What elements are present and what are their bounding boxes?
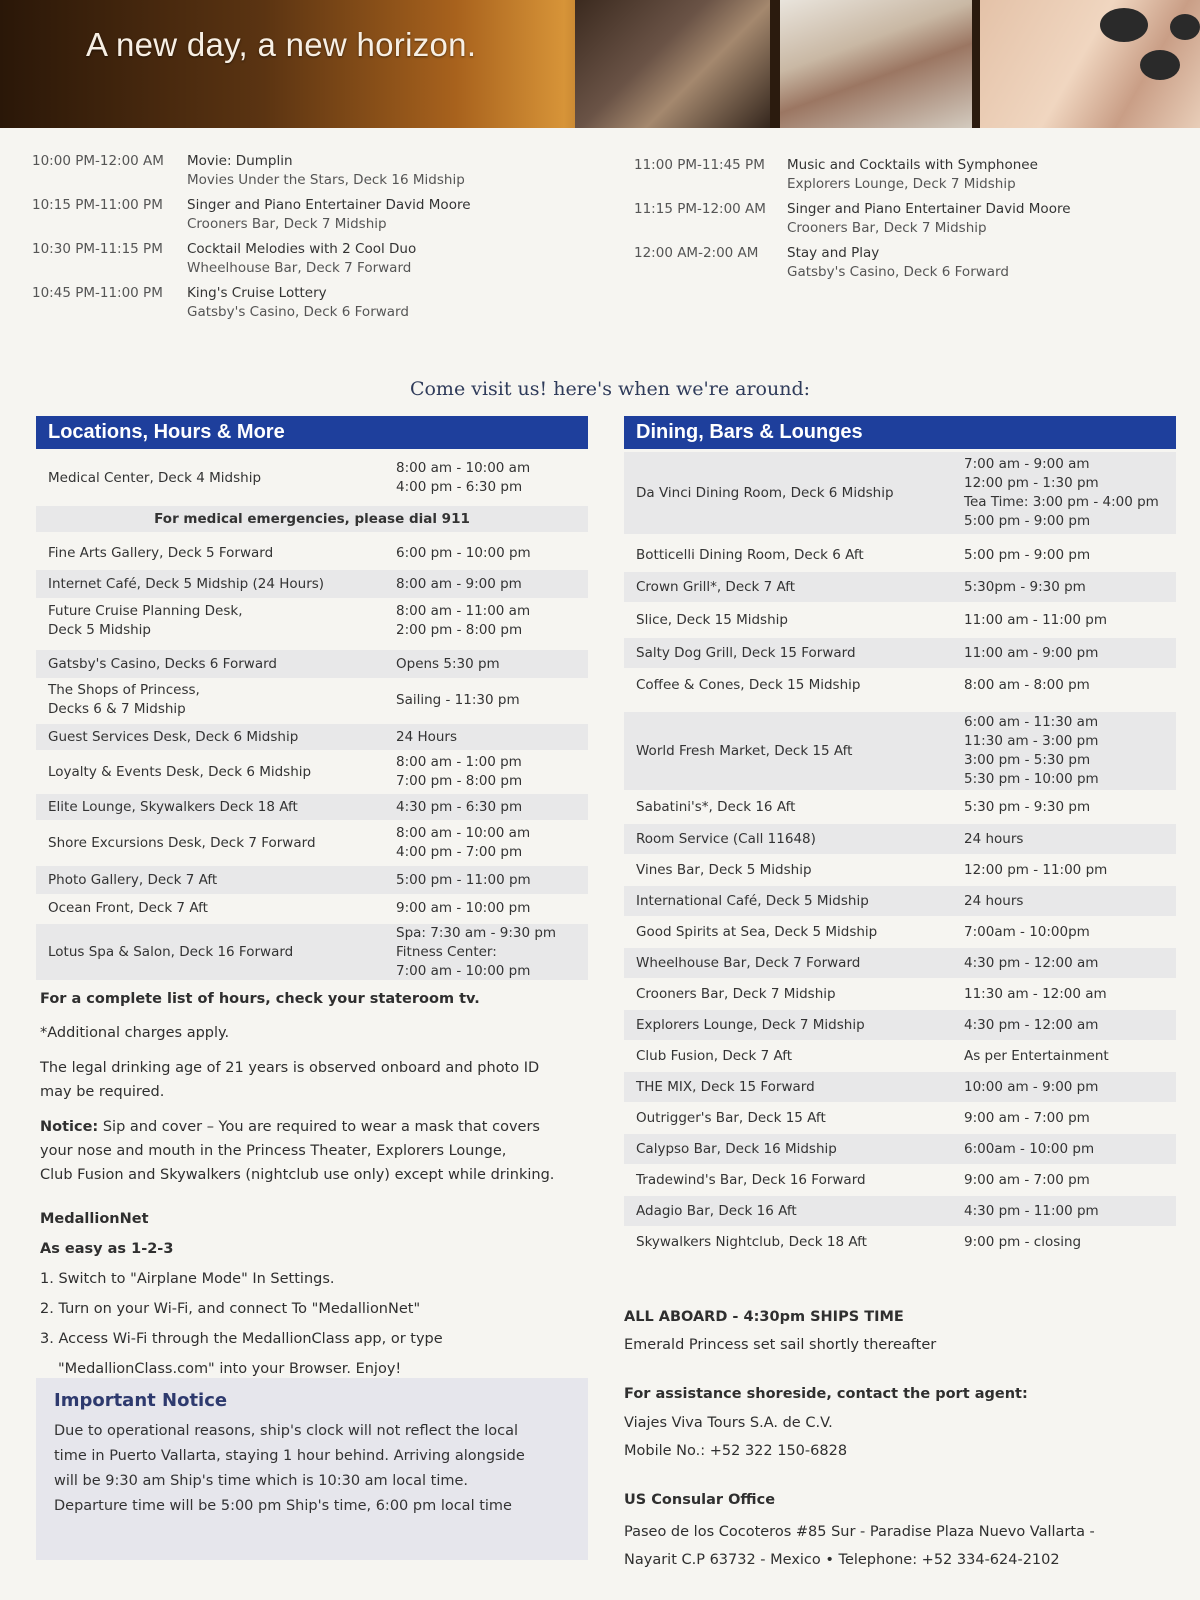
table-row — [624, 638, 1176, 668]
port-agent-mobile: Mobile No.: +52 322 150-6828 — [624, 1443, 848, 1459]
event-name: Cocktail Melodies with 2 Cool Duo — [187, 241, 417, 257]
venue-name — [636, 644, 856, 663]
venue-name — [636, 798, 795, 817]
event-time: 10:00 PM-12:00 AM — [32, 153, 164, 169]
venue-name — [48, 655, 277, 674]
important-notice-line: Due to operational reasons, ship's clock will not reflect the local — [54, 1423, 518, 1439]
dining-header: Dining, Bars & Lounges — [624, 416, 1176, 449]
event-name: Singer and Piano Entertainer David Moore — [787, 201, 1071, 217]
venue-hours-line: 11:30 am - 3:00 pm — [964, 733, 1099, 749]
table-row — [36, 794, 588, 820]
venue-name-line: World Fresh Market, Deck 15 Aft — [636, 742, 853, 759]
venue-hours-line: 7:00 am - 9:00 am — [964, 456, 1090, 472]
drinking-age-note-line-2: may be required. — [40, 1084, 165, 1100]
venue-hours — [396, 691, 520, 710]
venue-hours-line: 24 Hours — [396, 728, 458, 745]
venue-hours-line: 5:00 pm - 11:00 pm — [396, 871, 531, 888]
medallionnet-title: MedallionNet — [40, 1211, 149, 1227]
venue-name-line: Crown Grill*, Deck 7 Aft — [636, 578, 796, 595]
table-row — [624, 948, 1176, 978]
important-notice-title: Important Notice — [54, 1390, 228, 1411]
venue-hours — [964, 546, 1090, 565]
venue-name-line: THE MIX, Deck 15 Forward — [636, 1078, 815, 1095]
venue-name-line: The Shops of Princess, — [48, 682, 200, 698]
venue-name-line: Outrigger's Bar, Deck 15 Aft — [636, 1109, 826, 1126]
medallionnet-step-1: 1. Switch to "Airplane Mode" In Settings. — [40, 1271, 335, 1287]
venue-hours — [396, 899, 530, 918]
venue-hours-line: 8:00 am - 1:00 pm — [396, 754, 522, 770]
venue-hours-line: 10:00 am - 9:00 pm — [964, 1078, 1099, 1095]
venue-name-line: Fine Arts Gallery, Deck 5 Forward — [48, 544, 274, 561]
venue-hours — [964, 455, 1159, 531]
venue-name-line: International Café, Deck 5 Midship — [636, 892, 869, 909]
medallionnet-step-3-cont: "MedallionClass.com" into your Browser. Enjoy! — [58, 1361, 402, 1377]
header-banner — [0, 0, 1200, 128]
table-row — [624, 824, 1176, 854]
venue-name-line: Coffee & Cones, Deck 15 Midship — [636, 676, 861, 693]
venue-name — [48, 763, 311, 782]
venue-hours-line: Fitness Center: — [396, 944, 497, 960]
venue-hours-line: 11:00 am - 11:00 pm — [964, 611, 1107, 628]
notice-text: Sip and cover – You are required to wear a mask that covers — [98, 1119, 540, 1135]
venue-name-line: Elite Lounge, Skywalkers Deck 18 Aft — [48, 798, 298, 815]
event-location: Movies Under the Stars, Deck 16 Midship — [187, 172, 465, 188]
venue-name — [636, 923, 877, 942]
venue-name-line: Crooners Bar, Deck 7 Midship — [636, 985, 836, 1002]
venue-name-line: Room Service (Call 11648) — [636, 830, 816, 847]
venue-name — [48, 575, 324, 594]
event-name: King's Cruise Lottery — [187, 285, 327, 301]
important-notice-line: time in Puerto Vallarta, staying 1 hour behind. Arriving alongside — [54, 1448, 525, 1464]
venue-hours — [964, 798, 1090, 817]
venue-hours — [964, 1140, 1094, 1159]
event-location: Gatsby's Casino, Deck 6 Forward — [187, 304, 409, 320]
venue-hours — [964, 676, 1090, 695]
event-time: 11:00 PM-11:45 PM — [634, 157, 765, 173]
venue-hours-line: 4:30 pm - 12:00 am — [964, 1016, 1099, 1033]
table-row — [624, 604, 1176, 636]
venue-name — [636, 1171, 866, 1190]
all-aboard-title: ALL ABOARD - 4:30pm SHIPS TIME — [624, 1309, 904, 1325]
table-row — [36, 570, 588, 598]
port-agent-name: Viajes Viva Tours S.A. de C.V. — [624, 1415, 833, 1431]
table-row — [624, 792, 1176, 822]
venue-hours — [964, 830, 1023, 849]
venue-hours-line: Spa: 7:30 am - 9:30 pm — [396, 925, 557, 941]
venue-name-line: Club Fusion, Deck 7 Aft — [636, 1047, 793, 1064]
venue-hours-line: 8:00 am - 10:00 am — [396, 825, 531, 841]
venue-name — [636, 484, 894, 503]
venue-hours-line: 5:00 pm - 9:00 pm — [964, 513, 1091, 529]
venue-hours-line: 11:00 am - 9:00 pm — [964, 644, 1099, 661]
additional-charges-note: *Additional charges apply. — [40, 1025, 230, 1041]
tagline: Come visit us! here's when we're around: — [409, 378, 811, 400]
venue-name — [48, 544, 273, 563]
page-title: A new day, a new horizon. — [86, 26, 477, 63]
table-row — [624, 1041, 1176, 1071]
venue-name — [636, 1078, 815, 1097]
venue-hours — [964, 985, 1107, 1004]
drinking-age-note-line-1: The legal drinking age of 21 years is observed onboard and photo ID — [40, 1060, 540, 1076]
table-row — [624, 540, 1176, 570]
venue-name-line: Decks 6 & 7 Midship — [48, 701, 186, 717]
venue-hours-line: 4:30 pm - 11:00 pm — [964, 1202, 1099, 1219]
venue-name-line: Guest Services Desk, Deck 6 Midship — [48, 728, 299, 745]
venue-name-line: Loyalty & Events Desk, Deck 6 Midship — [48, 763, 312, 780]
important-notice-line: will be 9:30 am Ship's time which is 10:30 am local time. — [54, 1473, 469, 1489]
venue-hours-line: 12:00 pm - 11:00 pm — [964, 861, 1108, 878]
table-row — [624, 670, 1176, 700]
venue-name — [636, 742, 852, 761]
table-row — [36, 822, 588, 864]
venue-hours-line: 3:00 pm - 5:30 pm — [964, 752, 1091, 768]
venue-hours — [964, 1016, 1098, 1035]
venue-name-line: Deck 5 Midship — [48, 622, 151, 638]
venue-hours-line: 6:00 am - 11:30 am — [964, 714, 1099, 730]
table-row — [624, 572, 1176, 602]
venue-name — [636, 830, 816, 849]
table-row — [36, 680, 588, 720]
table-row — [36, 455, 588, 501]
venue-name — [48, 899, 208, 918]
venue-name-line: Explorers Lounge, Deck 7 Midship — [636, 1016, 865, 1033]
venue-hours-line: 4:00 pm - 6:30 pm — [396, 479, 523, 495]
venue-hours-line: 7:00am - 10:00pm — [964, 923, 1090, 940]
medallionnet-step-3: 3. Access Wi-Fi through the MedallionClass app, or type — [40, 1331, 443, 1347]
venue-name — [636, 676, 860, 695]
venue-name-line: Calypso Bar, Deck 16 Midship — [636, 1140, 837, 1157]
table-row — [624, 979, 1176, 1009]
venue-hours — [964, 861, 1107, 880]
venue-hours — [964, 1233, 1081, 1252]
event-time: 10:30 PM-11:15 PM — [32, 241, 163, 257]
venue-hours-line: 8:00 am - 11:00 am — [396, 603, 531, 619]
venue-hours — [964, 1171, 1090, 1190]
venue-name — [636, 1047, 792, 1066]
event-name: Stay and Play — [787, 245, 880, 261]
venue-hours-line: 8:00 am - 9:00 pm — [396, 575, 522, 592]
table-row — [624, 1072, 1176, 1102]
venue-hours-line: 9:00 am - 7:00 pm — [964, 1109, 1090, 1126]
consular-title: US Consular Office — [624, 1492, 776, 1508]
venue-hours-line: 8:00 am - 10:00 am — [396, 460, 531, 476]
venue-hours — [396, 728, 457, 747]
medallionnet-step-2: 2. Turn on your Wi-Fi, and connect To "MedallionNet" — [40, 1301, 421, 1317]
event-location: Crooners Bar, Deck 7 Midship — [787, 220, 987, 236]
table-row — [36, 538, 588, 568]
venue-name-line: Wheelhouse Bar, Deck 7 Forward — [636, 954, 861, 971]
venue-name-line: Photo Gallery, Deck 7 Aft — [48, 871, 218, 888]
venue-name-line: Good Spirits at Sea, Deck 5 Midship — [636, 923, 878, 940]
venue-hours — [964, 1078, 1098, 1097]
venue-hours-line: 6:00 pm - 10:00 pm — [396, 544, 531, 561]
venue-hours-line: 5:30 pm - 10:00 pm — [964, 771, 1099, 787]
venue-name — [636, 954, 860, 973]
venue-name — [636, 1140, 837, 1159]
consular-contact: Nayarit C.P 63732 - Mexico • Telephone: +52 334-624-2102 — [624, 1552, 1060, 1568]
venue-hours-line: 5:30pm - 9:30 pm — [964, 578, 1086, 595]
table-row — [36, 752, 588, 792]
venue-name-line: Tradewind's Bar, Deck 16 Forward — [636, 1171, 866, 1188]
event-location: Crooners Bar, Deck 7 Midship — [187, 216, 387, 232]
venue-hours — [964, 954, 1098, 973]
venue-hours-line: 8:00 am - 8:00 pm — [964, 676, 1090, 693]
table-row — [624, 1165, 1176, 1195]
locations-header: Locations, Hours & More — [36, 416, 588, 449]
consular-address: Paseo de los Cocoteros #85 Sur - Paradise Plaza Nuevo Vallarta - — [624, 1524, 1095, 1540]
venue-name-line: Lotus Spa & Salon, Deck 16 Forward — [48, 943, 294, 960]
venue-name-line: Salty Dog Grill, Deck 15 Forward — [636, 644, 856, 661]
event-time: 12:00 AM-2:00 AM — [634, 245, 759, 261]
venue-name — [636, 892, 869, 911]
venue-hours-line: 6:00am - 10:00 pm — [964, 1140, 1095, 1157]
venue-hours-line: 11:30 am - 12:00 am — [964, 985, 1107, 1002]
venue-hours-line: 5:30 pm - 9:30 pm — [964, 798, 1091, 815]
venue-name — [636, 1109, 826, 1128]
venue-name-line: Skywalkers Nightclub, Deck 18 Aft — [636, 1233, 867, 1250]
venue-name-line: Ocean Front, Deck 7 Aft — [48, 899, 208, 916]
venue-name — [636, 611, 788, 630]
venue-hours — [396, 602, 530, 640]
event-time: 10:15 PM-11:00 PM — [32, 197, 163, 213]
table-row — [36, 724, 588, 750]
venue-hours — [396, 753, 522, 791]
venue-name-line: Slice, Deck 15 Midship — [636, 611, 788, 628]
table-row — [624, 886, 1176, 916]
table-row — [624, 917, 1176, 947]
venue-name — [636, 861, 812, 880]
venue-name — [48, 728, 298, 747]
table-row — [624, 712, 1176, 790]
venue-hours-line: Tea Time: 3:00 pm - 4:00 pm — [964, 494, 1159, 510]
venue-hours — [396, 871, 531, 890]
banner-photo-gallery — [575, 0, 770, 128]
venue-hours-line: 4:30 pm - 12:00 am — [964, 954, 1099, 971]
venue-hours — [396, 798, 522, 817]
table-row — [624, 1010, 1176, 1040]
venue-name — [48, 798, 298, 817]
venue-name — [48, 834, 316, 853]
table-row — [624, 1103, 1176, 1133]
venue-hours-line: 4:00 pm - 7:00 pm — [396, 844, 523, 860]
table-row — [36, 866, 588, 894]
mask-notice-line-1 — [40, 1116, 540, 1139]
venue-name — [636, 1233, 867, 1252]
medallionnet-subtitle: As easy as 1-2-3 — [40, 1241, 174, 1257]
notice-label: Notice: — [40, 1119, 99, 1135]
venue-hours — [396, 575, 522, 594]
venue-hours — [964, 1202, 1099, 1221]
venue-hours — [964, 713, 1099, 789]
venue-hours — [964, 1047, 1109, 1066]
venue-name-line: Da Vinci Dining Room, Deck 6 Midship — [636, 484, 894, 501]
venue-hours — [396, 544, 531, 563]
banner-photo-spa — [980, 0, 1200, 128]
venue-hours-line: 4:30 pm - 6:30 pm — [396, 798, 523, 815]
venue-hours-line: 2:00 pm - 8:00 pm — [396, 622, 523, 638]
venue-name — [48, 681, 200, 719]
venue-name-line: Future Cruise Planning Desk, — [48, 603, 243, 619]
venue-name-line: Gatsby's Casino, Decks 6 Forward — [48, 655, 277, 672]
table-row — [36, 650, 588, 678]
venue-name-line: Adagio Bar, Deck 16 Aft — [636, 1202, 797, 1219]
venue-name — [636, 1016, 865, 1035]
table-row — [624, 855, 1176, 885]
event-location: Explorers Lounge, Deck 7 Midship — [787, 176, 1016, 192]
venue-hours-line: 5:00 pm - 9:00 pm — [964, 546, 1091, 563]
venue-hours-line: 12:00 pm - 1:30 pm — [964, 475, 1099, 491]
venue-hours-line: 9:00 am - 10:00 pm — [396, 899, 531, 916]
venue-name-line: Vines Bar, Deck 5 Midship — [636, 861, 812, 878]
important-notice-body — [54, 1419, 574, 1519]
event-name: Movie: Dumplin — [187, 153, 293, 169]
mask-notice-line-2: your nose and mouth in the Princess Theater, Explorers Lounge, — [40, 1143, 507, 1159]
venue-hours — [396, 459, 530, 497]
venue-name — [636, 985, 836, 1004]
port-agent-title: For assistance shoreside, contact the port agent: — [624, 1386, 1028, 1402]
venue-name-line: Medical Center, Deck 4 Midship — [48, 469, 262, 486]
venue-name-line: Botticelli Dining Room, Deck 6 Aft — [636, 546, 864, 563]
venue-hours-line: 24 hours — [964, 892, 1024, 909]
venue-hours-line: 7:00 pm - 8:00 pm — [396, 773, 523, 789]
table-row — [624, 1196, 1176, 1226]
venue-hours-line: 9:00 pm - closing — [964, 1233, 1082, 1250]
event-time: 11:15 PM-12:00 AM — [634, 201, 766, 217]
stateroom-tv-note: For a complete list of hours, check your stateroom tv. — [40, 991, 480, 1007]
venue-name — [48, 602, 242, 640]
table-row — [624, 1134, 1176, 1164]
event-name: Singer and Piano Entertainer David Moore — [187, 197, 471, 213]
venue-hours — [964, 892, 1023, 911]
important-notice-box — [36, 1378, 588, 1560]
venue-name-line: Sabatini's*, Deck 16 Aft — [636, 798, 796, 815]
venue-hours-line: Sailing - 11:30 pm — [396, 691, 520, 708]
table-row — [36, 600, 588, 642]
medical-emergency-note: For medical emergencies, please dial 911 — [36, 506, 588, 532]
venue-hours — [964, 578, 1086, 597]
banner-photo-guests — [780, 0, 972, 128]
event-location: Wheelhouse Bar, Deck 7 Forward — [187, 260, 412, 276]
venue-name — [48, 871, 217, 890]
venue-hours-line: 9:00 am - 7:00 pm — [964, 1171, 1090, 1188]
venue-name — [636, 1202, 797, 1221]
mask-notice-line-3: Club Fusion and Skywalkers (nightclub use only) except while drinking. — [40, 1167, 555, 1183]
important-notice-line: Departure time will be 5:00 pm Ship's time, 6:00 pm local time — [54, 1498, 512, 1514]
table-row — [36, 894, 588, 922]
venue-hours — [396, 655, 500, 674]
table-row — [36, 924, 588, 980]
venue-hours — [964, 644, 1098, 663]
venue-hours — [396, 924, 556, 981]
table-row — [624, 452, 1176, 534]
venue-name — [636, 578, 795, 597]
venue-name — [636, 546, 864, 565]
all-aboard-subtitle: Emerald Princess set sail shortly thereafter — [624, 1337, 937, 1353]
venue-hours-line: As per Entertainment — [964, 1047, 1109, 1064]
table-row — [624, 1227, 1176, 1257]
event-location: Gatsby's Casino, Deck 6 Forward — [787, 264, 1009, 280]
venue-name-line: Shore Excursions Desk, Deck 7 Forward — [48, 834, 316, 851]
venue-hours — [964, 1109, 1090, 1128]
venue-name-line: Internet Café, Deck 5 Midship (24 Hours) — [48, 575, 325, 592]
event-name: Music and Cocktails with Symphonee — [787, 157, 1038, 173]
venue-hours — [964, 923, 1090, 942]
event-time: 10:45 PM-11:00 PM — [32, 285, 163, 301]
venue-hours-line: 24 hours — [964, 830, 1024, 847]
venue-hours — [964, 611, 1107, 630]
venue-name — [48, 469, 261, 488]
venue-hours-line: 7:00 am - 10:00 pm — [396, 963, 531, 979]
venue-name — [48, 943, 293, 962]
venue-hours-line: Opens 5:30 pm — [396, 655, 500, 672]
venue-hours — [396, 824, 530, 862]
